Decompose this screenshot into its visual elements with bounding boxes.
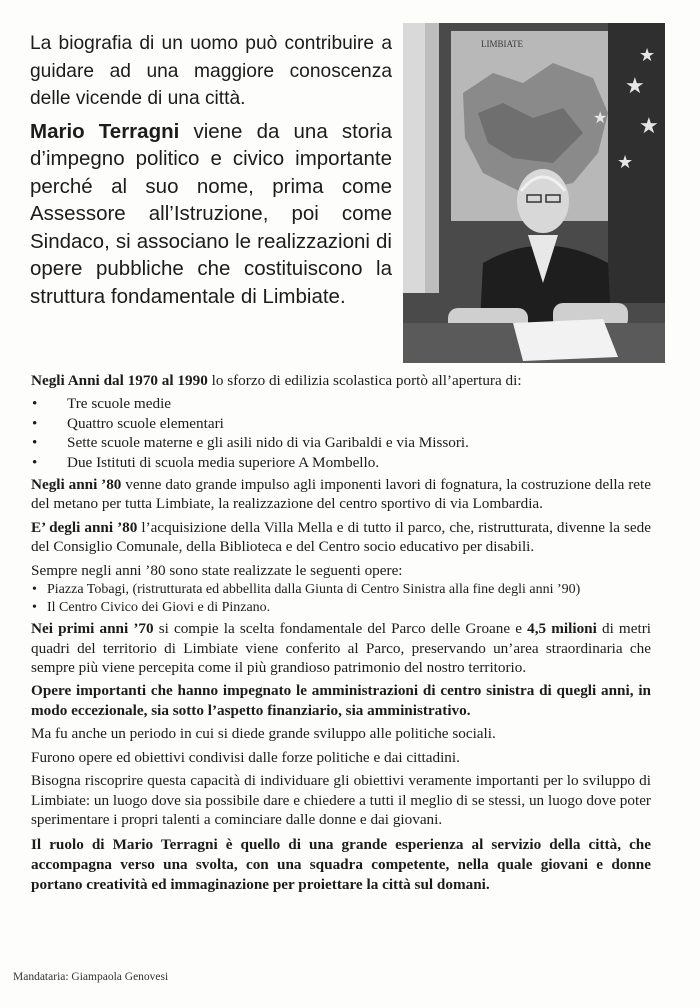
section-park-text-b: di metri quadri del territorio di Limbiate viene conferito al Parco, preservando un’area straordinaria che sempre più viene percepita come il più grandioso patrimonio del nostro territorio.: [31, 620, 651, 677]
section-administrations: Opere importanti che hanno impegnato le amministrazioni di centro sinistra di quegli anni, in modo eccezionale, sia sotto l’aspetto finanziario, sia amministrativo.: [31, 682, 651, 719]
candidate-name: Mario Terragni: [30, 119, 180, 143]
svg-text:★: ★: [625, 73, 645, 98]
document-paper: [513, 319, 618, 361]
section-shared-goals: Furono opere ed obiettivi condivisi dalle forze politiche e dai cittadini.: [31, 748, 460, 766]
svg-text:★: ★: [639, 45, 656, 65]
section-role: Il ruolo di Mario Terragni è quello di una grande esperienza al servizio della città, che accompagna verso una svolta, con una squadra competente, nella quale giovani e donne portano creatività ed immaginazione per proiettare la città sul domani.: [31, 836, 651, 893]
list-item: • Il Centro Civico dei Giovi e di Pinzano.: [31, 599, 651, 617]
section-villa: [31, 518, 651, 557]
candidate-photo: [403, 23, 665, 363]
svg-text:★: ★: [639, 113, 659, 138]
section-works: Sempre negli anni ’80 sono state realizzate le seguenti opere:: [31, 561, 403, 579]
section-social-policies: Ma fu anche un periodo in cui si diede grande sviluppo alle politiche sociali.: [31, 725, 496, 743]
section-villa-text: l’acquisizione della Villa Mella e di tutto il parco, che, ristrutturata, divenne la sede del Consiglio Comunale, della Biblioteca e del Centro socio educativo per disabili.: [31, 518, 651, 556]
main-text: [31, 371, 651, 898]
intro-paragraph-1: La biografia di un uomo può contribuire a guidare ad una maggiore conoscenza delle vicende di una città.: [30, 33, 392, 109]
section-schools-lead: Negli Anni dal 1970 al 1990: [31, 372, 208, 389]
footer-mandataria: Mandataria: Giampaola Genovesi: [13, 971, 169, 983]
intro-paragraph-2: [30, 118, 392, 311]
svg-text:★: ★: [617, 152, 634, 172]
map-label: LIMBIATE: [481, 39, 523, 49]
photo-illustration: [403, 23, 665, 363]
list-item: • Tre scuole medie: [31, 394, 651, 413]
list-item: • Sette scuole materne e gli asili nido di via Garibaldi e via Missori.: [31, 433, 651, 452]
list-item: • Due Istituti di scuola media superiore A Mombello.: [31, 453, 651, 472]
section-park-highlight: 4,5 milioni: [527, 620, 597, 638]
section-rediscover: Bisogna riscoprire questa capacità di individuare gli obiettivi veramente importanti per lo sviluppo di Limbiate: un luogo dove sia possibile dare e chiedere a tutti il meglio di se stessi, un luogo dove poter sperimentare i propri talenti a cominciare dalle donne e dai giovani.: [31, 772, 651, 828]
schools-list: [31, 394, 651, 472]
man-face: [517, 169, 569, 233]
intro-block: [30, 30, 392, 310]
section-schools-text: lo sforzo di edilizia scolastica portò all’apertura di:: [207, 372, 522, 389]
section-sewer-lead: Negli anni ’80: [31, 476, 122, 494]
section-villa-lead: E’ degli anni ’80: [31, 518, 138, 536]
section-park-text-a: si compie la scelta fondamentale del Parco delle Groane e: [153, 620, 528, 638]
list-item: • Quattro scuole elementari: [31, 414, 651, 433]
section-park-lead: Nei primi anni ’70: [31, 620, 154, 638]
svg-text:★: ★: [593, 110, 608, 127]
section-sewer: [31, 475, 651, 514]
section-park: [31, 619, 651, 677]
works-list: [31, 581, 651, 616]
section-schools: [31, 371, 651, 390]
section-sewer-text: venne dato grande impulso agli imponenti lavori di fognatura, la costruzione della rete del metano per tutta Limbiate, la realizzazione del centro sportivo di via Lombardia.: [31, 476, 651, 513]
list-item: • Piazza Tobagi, (ristrutturata ed abbellita dalla Giunta di Centro Sinistra alla fine degli anni ’90): [31, 581, 651, 599]
intro-paragraph-2-text: viene da una storia d’impegno politico e civico importante perché al suo nome, prima come Assessore all’Istruzione, poi come Sindaco, si associano le realizzazioni di opere pubbliche che costituiscono la struttura fondamentale di Limbiate.: [30, 119, 392, 308]
